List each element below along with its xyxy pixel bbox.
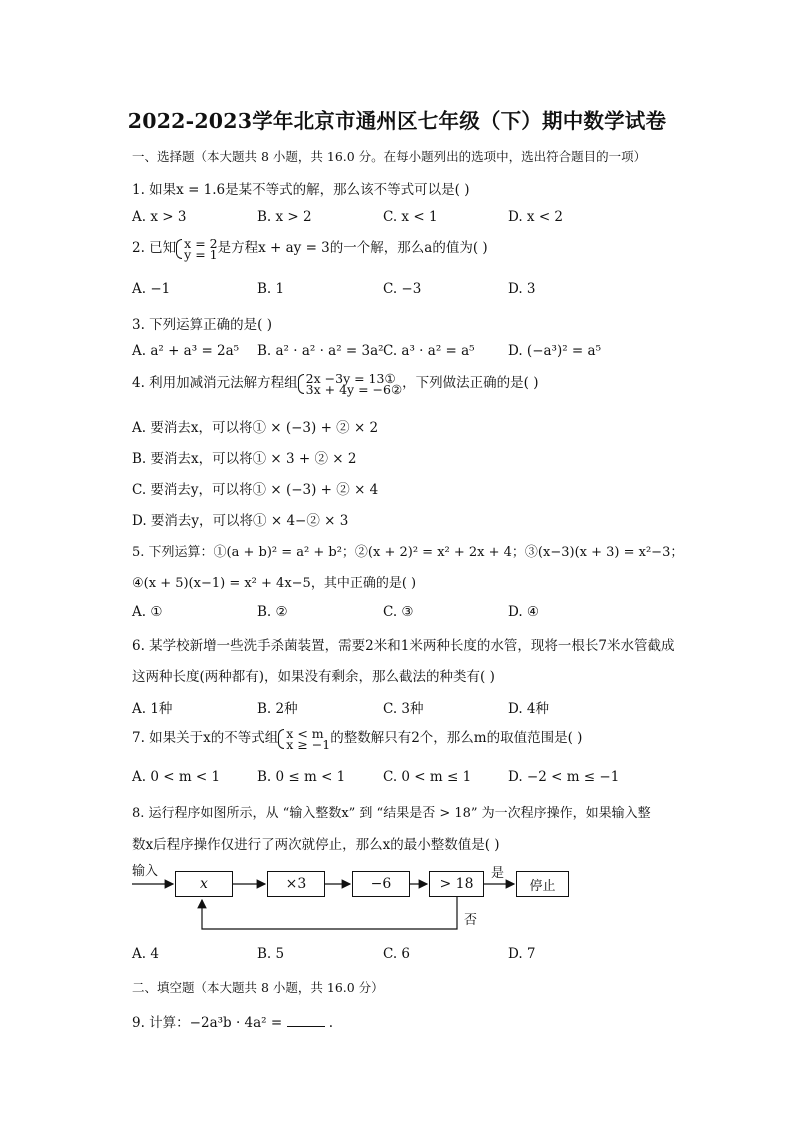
q6-option-d: D. 4种 [508, 701, 550, 717]
flow-box-minus6: −6 [352, 871, 410, 897]
q4-option-d: D. 要消去y，可以将① × 4−② × 3 [132, 513, 349, 529]
q8-option-d: D. 7 [508, 946, 536, 962]
flow-box-stop: 停止 [516, 871, 569, 897]
q5-option-b: B. ② [257, 604, 288, 620]
q3-option-c: C. a³ · a² = a⁵ [383, 343, 475, 359]
q8-option-b: B. 5 [257, 946, 285, 962]
question-5-line-2: ④(x + 5)(x−1) = x² + 4x−5，其中正确的是( ) [132, 576, 417, 591]
q9-end: . [328, 1015, 334, 1031]
q6-option-a: A. 1种 [132, 701, 173, 717]
q6-option-b: B. 2种 [257, 701, 298, 717]
q2-sys-line-2: y = 1 [184, 246, 218, 262]
flow-box-compare: > 18 [429, 871, 484, 897]
q9-stem: 9. 计算：−2a³b · 4a² = [132, 1015, 283, 1031]
flow-box-x: x [175, 871, 233, 897]
q7-option-a: A. 0 < m < 1 [132, 769, 221, 785]
q1-option-d: D. x < 2 [508, 209, 564, 225]
question-5-line-1: 5. 下列运算：①(a + b)² = a² + b²；②(x + 2)² = x² + 2x + 4；③(x−3)(x + 3) = x²−3； [132, 545, 684, 560]
question-1-stem: 1. 如果x = 1.6是某不等式的解，那么该不等式可以是( ) [132, 182, 470, 198]
q4-option-a: A. 要消去x，可以将① × (−3) + ② × 2 [132, 420, 379, 436]
q4-sys-line-2: 3x + 4y = −6② [305, 381, 403, 397]
q8-option-c: C. 6 [383, 946, 411, 962]
q5-option-a: A. ① [132, 604, 163, 620]
q6-option-c: C. 3种 [383, 701, 424, 717]
flow-box-times3: ×3 [267, 871, 325, 897]
q1-option-a: A. x > 3 [132, 209, 187, 225]
q5-option-d: D. ④ [508, 604, 540, 620]
flow-no-label: 否 [464, 913, 478, 928]
question-6-line-1: 6. 某学校新增一些洗手杀菌装置，需要2米和1米两种长度的水管，现将一根长7米水管截成 [132, 638, 675, 654]
q4-stem-pre: 4. 利用加减消元法解方程组 [132, 375, 298, 391]
question-9 [132, 1011, 333, 1031]
q3-option-b: B. a² · a² · a² = 3a² [257, 343, 384, 359]
q7-option-d: D. −2 < m ≤ −1 [508, 769, 620, 785]
question-8-line-2: 数x后程序操作仅进行了两次就停止，那么x的最小整数值是( ) [132, 837, 500, 853]
q9-answer-blank [287, 1014, 325, 1027]
q7-sys-line-2: x ≥ −1 [286, 736, 331, 752]
q7-option-c: C. 0 < m ≤ 1 [383, 769, 472, 785]
question-8-line-1: 8. 运行程序如图所示，从 “输入整数x” 到 “结果是否 > 18” 为一次程序操作，如果输入整 [132, 806, 651, 821]
page-title: 2022-2023学年北京市通州区七年级（下）期中数学试卷 [127, 109, 667, 133]
q1-option-b: B. x > 2 [257, 209, 312, 225]
q4-option-c: C. 要消去y，可以将① × (−3) + ② × 4 [132, 482, 379, 498]
q2-option-d: D. 3 [508, 281, 536, 297]
q2-stem-post: 是方程x + ay = 3的一个解，那么a的值为( ) [217, 240, 488, 256]
q4-option-b: B. 要消去x，可以将① × 3 + ② × 2 [132, 451, 357, 467]
q3-option-a: A. a² + a³ = 2a⁵ [132, 343, 240, 359]
q2-option-b: B. 1 [257, 281, 285, 297]
question-6-line-2: 这两种长度(两种都有)，如果没有剩余，那么截法的种类有( ) [132, 669, 495, 685]
q8-option-a: A. 4 [132, 946, 159, 962]
flow-input-label: 输入 [132, 864, 159, 879]
q3-option-d: D. (−a³)² = a⁵ [508, 343, 601, 359]
section-2-heading: 二、填空题（本大题共 8 小题，共 16.0 分） [132, 980, 384, 995]
q2-option-c: C. −3 [383, 281, 422, 297]
q4-sys-line-1: 2x −3y = 13① [305, 370, 396, 386]
q2-sys-line-1: x = 2 [184, 235, 218, 251]
arrow-no-loop [202, 897, 457, 929]
section-1-heading: 一、选择题（本大题共 8 小题，共 16.0 分。在每小题列出的选项中，选出符合题目的一项） [132, 149, 647, 164]
q7-sys-line-1: x < m [286, 725, 324, 741]
q7-stem-pre: 7. 如果关于x的不等式组 [132, 730, 279, 746]
q7-option-b: B. 0 ≤ m < 1 [257, 769, 346, 785]
q4-stem-post: ，下列做法正确的是( ) [402, 375, 539, 391]
flow-yes-label: 是 [491, 866, 505, 881]
q5-option-c: C. ③ [383, 604, 414, 620]
question-3-stem: 3. 下列运算正确的是( ) [132, 317, 272, 333]
q2-stem-pre: 2. 已知 [132, 240, 177, 256]
q1-option-c: C. x < 1 [383, 209, 438, 225]
q2-option-a: A. −1 [132, 281, 171, 297]
q7-stem-post: 的整数解只有2个，那么m的取值范围是( ) [330, 730, 583, 746]
